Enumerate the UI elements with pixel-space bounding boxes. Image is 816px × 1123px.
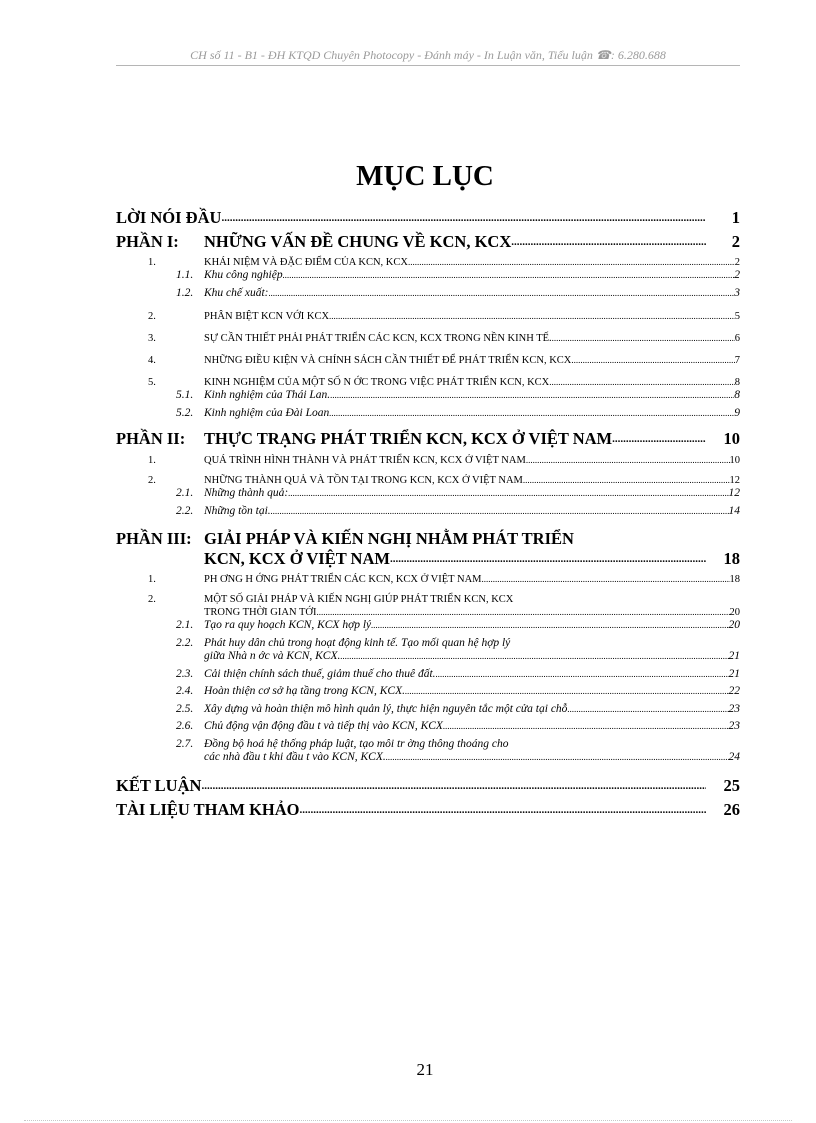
toc-number: PHẦN I:: [116, 232, 179, 251]
toc-page: 1: [731, 208, 740, 227]
dot-leader: [408, 256, 735, 269]
toc-number: 5.: [148, 377, 156, 388]
toc-label: Tạo ra quy hoạch KCN, KCX hợp lý: [204, 619, 372, 631]
toc-number: 1.2.: [176, 286, 194, 299]
toc-label: Xây dựng và hoàn thiện mô hình quản lý, thực hiện nguyên tắc một cửa tại chỗ: [204, 702, 568, 715]
toc-entry-3-2-3[interactable]: [116, 668, 740, 682]
toc-label-line-1: Đồng bộ hoá hệ thống pháp luật, tạo môi tr ờng thông thoáng cho: [204, 737, 509, 750]
toc-label: KHÁI NIỆM VÀ ĐẶC ĐIỂM CỦA KCN, KCX: [204, 257, 408, 268]
toc-number: 5.1.: [176, 389, 194, 401]
toc-number: 3.: [148, 333, 156, 344]
dot-leader: [300, 800, 706, 820]
page-number: 21: [416, 1060, 434, 1079]
toc-label-line-2: các nhà đầu t khi đầu t vào KCN, KCX.: [204, 751, 386, 763]
toc-page: 12: [728, 487, 740, 499]
toc-label: NHỮNG VẤN ĐỀ CHUNG VỀ KCN, KCX: [204, 232, 512, 251]
toc-number: 2.: [148, 475, 156, 486]
toc-page: 10: [729, 455, 740, 466]
toc-page: 10: [723, 429, 740, 448]
toc-label-line-2: TRONG THỜI GIAN TỚI: [204, 607, 317, 618]
toc-label: Kinh nghiệm của Thái Lan.: [204, 389, 331, 401]
toc-page: 12: [729, 475, 740, 486]
dot-leader: [523, 474, 730, 487]
toc-entry-2-2-2[interactable]: [116, 505, 740, 519]
toc-page: 25: [723, 775, 740, 795]
toc-page: 22: [728, 685, 740, 697]
dot-leader: [390, 549, 706, 569]
toc-number: 1.: [148, 257, 156, 268]
toc-label: Những thành quả:: [204, 487, 289, 499]
toc-page: 9: [734, 406, 740, 419]
toc-label: KẾT LUẬN: [116, 775, 202, 795]
dot-leader: [443, 720, 729, 734]
dot-leader: [221, 208, 706, 228]
toc-entry-3-2-4[interactable]: [116, 685, 740, 699]
page-title: MỤC LỤC: [356, 160, 494, 192]
toc-entry-3-2-1[interactable]: [116, 619, 740, 633]
toc-number: 2.6.: [176, 720, 194, 732]
toc-entry-1-3[interactable]: [116, 332, 740, 345]
toc-entry-1-4[interactable]: [116, 354, 740, 367]
toc-page: 24: [728, 751, 740, 763]
toc-label: Hoàn thiện cơ sở hạ tầng trong KCN, KCX.: [204, 685, 405, 697]
dot-leader: [329, 310, 735, 323]
toc-page: 6: [734, 333, 740, 344]
dot-leader: [271, 505, 729, 519]
dot-leader: [482, 573, 730, 586]
toc-number: 5.2.: [176, 406, 194, 419]
header-divider: [116, 65, 740, 66]
toc-number: 2.2.: [176, 504, 194, 517]
toc-entry-3-1[interactable]: [116, 573, 740, 586]
dot-leader: [567, 703, 728, 717]
toc-number: 2.: [148, 594, 156, 605]
toc-number: 2.7.: [176, 737, 194, 750]
dot-leader: [330, 389, 734, 403]
toc-page: 2: [734, 257, 740, 268]
toc-label: Chủ động vận động đầu t và tiếp thị vào KCN, KCX: [204, 720, 443, 732]
toc-label-line-2: giữa Nhà n ớc và KCN, KCX.: [204, 650, 341, 662]
toc-number: 2.5.: [176, 702, 194, 715]
toc-number: 1.: [148, 455, 156, 466]
dot-leader: [283, 269, 735, 283]
toc-number: 1.1.: [176, 269, 194, 281]
toc-entry-1-1-1[interactable]: [116, 269, 740, 283]
toc-page: 23: [728, 702, 740, 715]
toc-number: 2.1.: [176, 619, 194, 631]
toc-number: 2.: [148, 311, 156, 322]
toc-entry-2-2-1[interactable]: [116, 487, 740, 501]
toc-number: PHẦN II:: [116, 429, 186, 448]
toc-entry-3-2-7[interactable]: [116, 738, 740, 765]
dot-leader: [316, 606, 729, 619]
toc-label-line-2: KCN, KCX Ở VIỆT NAM: [204, 549, 390, 568]
toc-page: 23: [728, 720, 740, 732]
toc-page: 20: [728, 619, 740, 631]
toc-entry-conclusion[interactable]: [116, 776, 740, 796]
toc-label-line-1: MỘT SỐ GIẢI PHÁP VÀ KIẾN NGHỊ GIÚP PHÁT TRIỂN KCN, KCX: [204, 594, 514, 605]
page-header: CH số 11 - B1 - ĐH KTQD Chuyên Photocopy - Đánh máy - In Luận văn, Tiểu luận ☎: 6.280.688: [190, 48, 666, 62]
toc-entry-2-1[interactable]: [116, 454, 740, 467]
toc-entry-1-2[interactable]: [116, 310, 740, 323]
dot-leader: [329, 407, 734, 421]
toc-entry-3-2-6[interactable]: [116, 720, 740, 734]
toc-number: 1.: [148, 574, 156, 585]
toc-page: 21: [728, 667, 740, 680]
toc-number: 2.1.: [176, 487, 194, 499]
dot-leader: [436, 668, 729, 682]
toc-label: PH ƠNG H ỚNG PHÁT TRIỂN CÁC KCN, KCX Ở VIỆT NAM: [204, 574, 482, 585]
toc-page: 26: [723, 799, 740, 819]
toc-label: PHÂN BIỆT KCN VỚI KCX: [204, 311, 330, 322]
toc-label: THỰC TRẠNG PHÁT TRIỂN KCN, KCX Ở VIỆT NAM: [204, 429, 613, 448]
toc-number: 2.2.: [176, 636, 194, 649]
toc-page: 20: [729, 607, 740, 618]
dot-leader: [269, 287, 735, 301]
toc-page: 8: [734, 389, 740, 401]
toc-entry-part-2[interactable]: [116, 429, 740, 449]
toc-entry-3-2-2[interactable]: [116, 637, 740, 664]
toc-page: 18: [729, 574, 740, 585]
toc-page: 14: [728, 504, 740, 517]
toc-label: Khu công nghiệp: [204, 269, 283, 281]
dot-leader: [526, 454, 730, 467]
dot-leader: [552, 332, 735, 345]
toc-entry-3-2[interactable]: [116, 593, 740, 619]
toc-entry-part-3[interactable]: [116, 529, 740, 569]
toc-page: 3: [734, 286, 740, 299]
toc-number: PHẦN III:: [116, 529, 192, 548]
toc-label: Cải thiện chính sách thuế, giảm thuế cho thuê đất.: [204, 667, 436, 680]
toc-entry-part-1[interactable]: [116, 232, 740, 252]
toc-number: 2.4.: [176, 685, 194, 697]
table-of-contents: [116, 208, 740, 820]
dot-leader: [612, 429, 706, 449]
toc-label: TÀI LIỆU THAM KHẢO: [116, 799, 300, 819]
toc-label: SỰ CẦN THIẾT PHẢI PHÁT TRIỂN CÁC KCN, KCX TRONG NỀN KINH TẾ.: [204, 333, 552, 344]
toc-label: KINH NGHIỆM CỦA MỘT SỐ N ỚC TRONG VIỆC PHÁT TRIỂN KCN, KCX: [204, 377, 550, 388]
toc-label: Những tồn tại.: [204, 504, 271, 517]
toc-label: NHỮNG THÀNH QUẢ VÀ TỒN TẠI TRONG KCN, KCX Ở VIỆT NAM: [204, 475, 523, 486]
toc-number: 4.: [148, 355, 156, 366]
toc-entry-1-5-1[interactable]: [116, 389, 740, 403]
toc-entry-intro[interactable]: [116, 208, 740, 228]
toc-page: 5: [734, 311, 740, 322]
dot-leader: [511, 232, 706, 252]
toc-label: Kinh nghiệm của Đài Loan: [204, 406, 330, 419]
dot-leader: [288, 487, 728, 501]
dot-leader: [371, 619, 728, 633]
dot-leader: [201, 776, 706, 796]
toc-page: 7: [734, 355, 740, 366]
toc-entry-3-2-5[interactable]: [116, 703, 740, 717]
footer-divider: [24, 1120, 792, 1121]
toc-page: 8: [734, 377, 740, 388]
toc-page: 21: [728, 650, 740, 662]
toc-entry-references[interactable]: [116, 800, 740, 820]
toc-entry-1-1[interactable]: [116, 256, 740, 269]
toc-label-line-1: GIẢI PHÁP VÀ KIẾN NGHỊ NHẰM PHÁT TRIỂN: [204, 529, 574, 548]
toc-label-line-1: Phát huy dân chủ trong hoạt động kinh tế. Tạo mối quan hệ hợp lý: [204, 636, 511, 649]
toc-page: 18: [723, 549, 740, 568]
dot-leader: [386, 751, 729, 765]
toc-entry-2-2[interactable]: [116, 474, 740, 487]
toc-label: LỜI NÓI ĐẦU: [116, 208, 222, 227]
toc-page: 2: [731, 232, 740, 251]
dot-leader: [405, 685, 729, 699]
toc-page: 2: [734, 269, 740, 281]
dot-leader: [571, 354, 734, 367]
toc-number: 2.3.: [176, 667, 194, 680]
toc-label: NHỮNG ĐIỀU KIỆN VÀ CHÍNH SÁCH CẦN THIẾT ĐỂ PHÁT TRIỂN KCN, KCX: [204, 355, 572, 366]
toc-label: Khu chế xuất:: [204, 286, 269, 299]
toc-entry-1-5[interactable]: [116, 376, 740, 389]
toc-entry-1-1-2[interactable]: [116, 287, 740, 301]
dot-leader: [340, 650, 728, 664]
toc-label: QUÁ TRÌNH HÌNH THÀNH VÀ PHÁT TRIỂN KCN, KCX Ở VIỆT NAM: [204, 455, 526, 466]
dot-leader: [549, 376, 734, 389]
toc-entry-1-5-2[interactable]: [116, 407, 740, 421]
